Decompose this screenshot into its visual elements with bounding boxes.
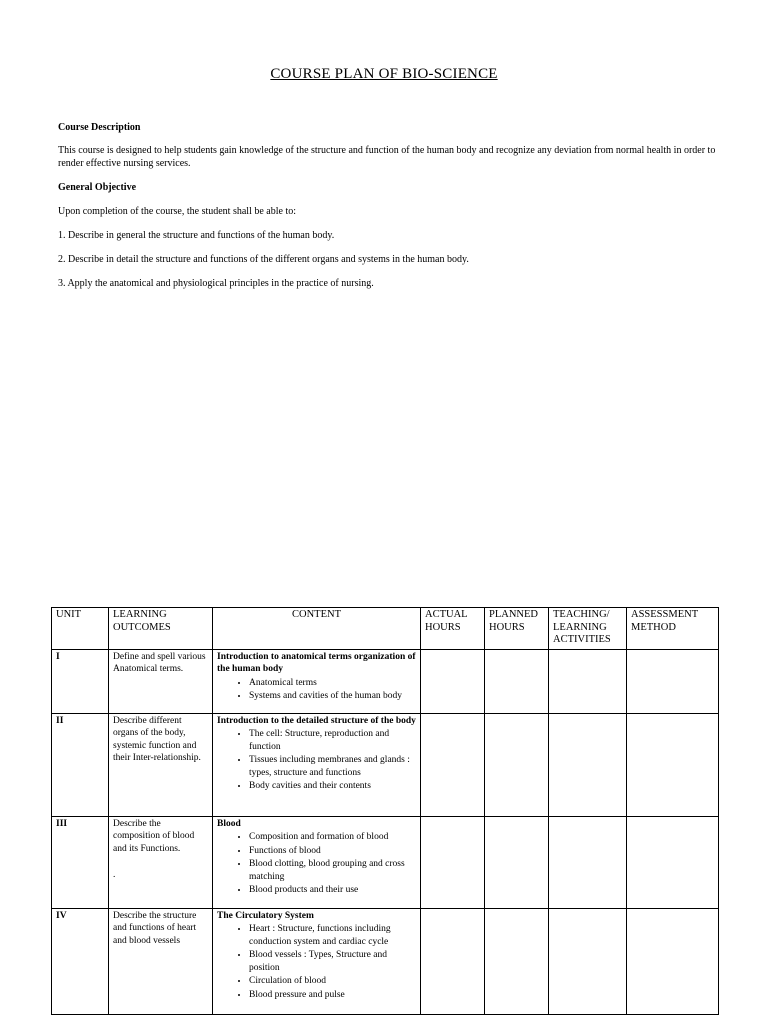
unit-number: I (52, 649, 109, 713)
planned-hours-cell (485, 816, 549, 908)
learning-outcome: Describe the structure and functions of heart and blood vessels (109, 908, 213, 1014)
content-item: • Functions of blood (249, 845, 416, 858)
assessment-cell (627, 908, 719, 1014)
teaching-cell (549, 649, 627, 713)
table-row (52, 816, 719, 908)
content-item: • Blood products and their use (249, 884, 416, 897)
header-assessment-method: ASSESSMENT METHOD (627, 608, 719, 650)
content-item: • Heart : Structure, functions including conduction system and cardiac cycle (249, 923, 416, 948)
table-row (52, 713, 719, 816)
content-item: • Anatomical terms (249, 677, 416, 690)
header-teaching-activities: TEACHING/ LEARNING ACTIVITIES (549, 608, 627, 650)
header-planned-hours: PLANNED HOURS (485, 608, 549, 650)
learning-outcome: Define and spell various Anatomical terms. (109, 649, 213, 713)
content-item: • Blood clotting, blood grouping and cross matching (249, 858, 416, 883)
content-cell (213, 713, 421, 816)
content-item: • Circulation of blood (249, 975, 416, 988)
content-heading: Introduction to the detailed structure of the body (217, 715, 416, 726)
assessment-cell (627, 649, 719, 713)
objective-item: 3. Apply the anatomical and physiological principles in the practice of nursing. (58, 278, 374, 289)
unit-number: II (52, 713, 109, 816)
header-actual-hours: ACTUAL HOURS (421, 608, 485, 650)
content-heading: The Circulatory System (217, 910, 314, 921)
learning-outcome-extra: . (113, 870, 116, 880)
learning-outcome: Describe the composition of blood and its Functions. (113, 818, 195, 854)
content-item: • Blood pressure and pulse (249, 989, 416, 1002)
unit-number: IV (52, 908, 109, 1014)
general-objective-heading: General Objective (58, 182, 137, 193)
learning-outcome-cell (109, 816, 213, 908)
content-item: • Body cavities and their contents (249, 780, 416, 793)
content-heading: Introduction to anatomical terms organization of the human body (217, 651, 416, 674)
course-description-text: This course is designed to help students gain knowledge of the structure and function of the human body and recognize any deviation from normal health in order to render effective nursing services. (58, 145, 716, 169)
table-row (52, 649, 719, 713)
planned-hours-cell (485, 713, 549, 816)
page-title: COURSE PLAN OF BIO-SCIENCE (270, 66, 498, 82)
teaching-cell (549, 908, 627, 1014)
objective-item: 1. Describe in general the structure and functions of the human body. (58, 230, 335, 241)
table-header-row (52, 608, 719, 650)
content-list (217, 677, 416, 703)
content-cell (213, 908, 421, 1014)
content-item: • Composition and formation of blood (249, 831, 416, 844)
actual-hours-cell (421, 908, 485, 1014)
course-description-heading: Course Description (58, 122, 141, 133)
table-row (52, 908, 719, 1014)
assessment-cell (627, 713, 719, 816)
content-list (217, 923, 416, 1001)
content-item: • The cell: Structure, reproduction and function (249, 728, 416, 753)
content-item: • Tissues including membranes and glands : types, structure and functions (249, 754, 416, 779)
content-heading: Blood (217, 818, 241, 829)
objective-intro: Upon completion of the course, the student shall be able to: (58, 206, 296, 217)
header-learning-outcomes: LEARNING OUTCOMES (109, 608, 213, 650)
header-unit: UNIT (52, 608, 109, 650)
actual-hours-cell (421, 649, 485, 713)
content-list (217, 728, 416, 793)
course-plan-table (51, 607, 719, 1015)
learning-outcome: Describe different organs of the body, systemic function and their Inter-relationship. (109, 713, 213, 816)
content-item: • Systems and cavities of the human body (249, 690, 416, 703)
unit-number: III (52, 816, 109, 908)
planned-hours-cell (485, 649, 549, 713)
content-cell (213, 816, 421, 908)
teaching-cell (549, 713, 627, 816)
content-list (217, 831, 416, 897)
content-cell (213, 649, 421, 713)
actual-hours-cell (421, 816, 485, 908)
teaching-cell (549, 816, 627, 908)
actual-hours-cell (421, 713, 485, 816)
planned-hours-cell (485, 908, 549, 1014)
objective-item: 2. Describe in detail the structure and functions of the different organs and systems in the human body. (58, 254, 469, 265)
content-item: • Blood vessels : Types, Structure and position (249, 949, 416, 974)
assessment-cell (627, 816, 719, 908)
header-content: CONTENT (213, 608, 421, 650)
